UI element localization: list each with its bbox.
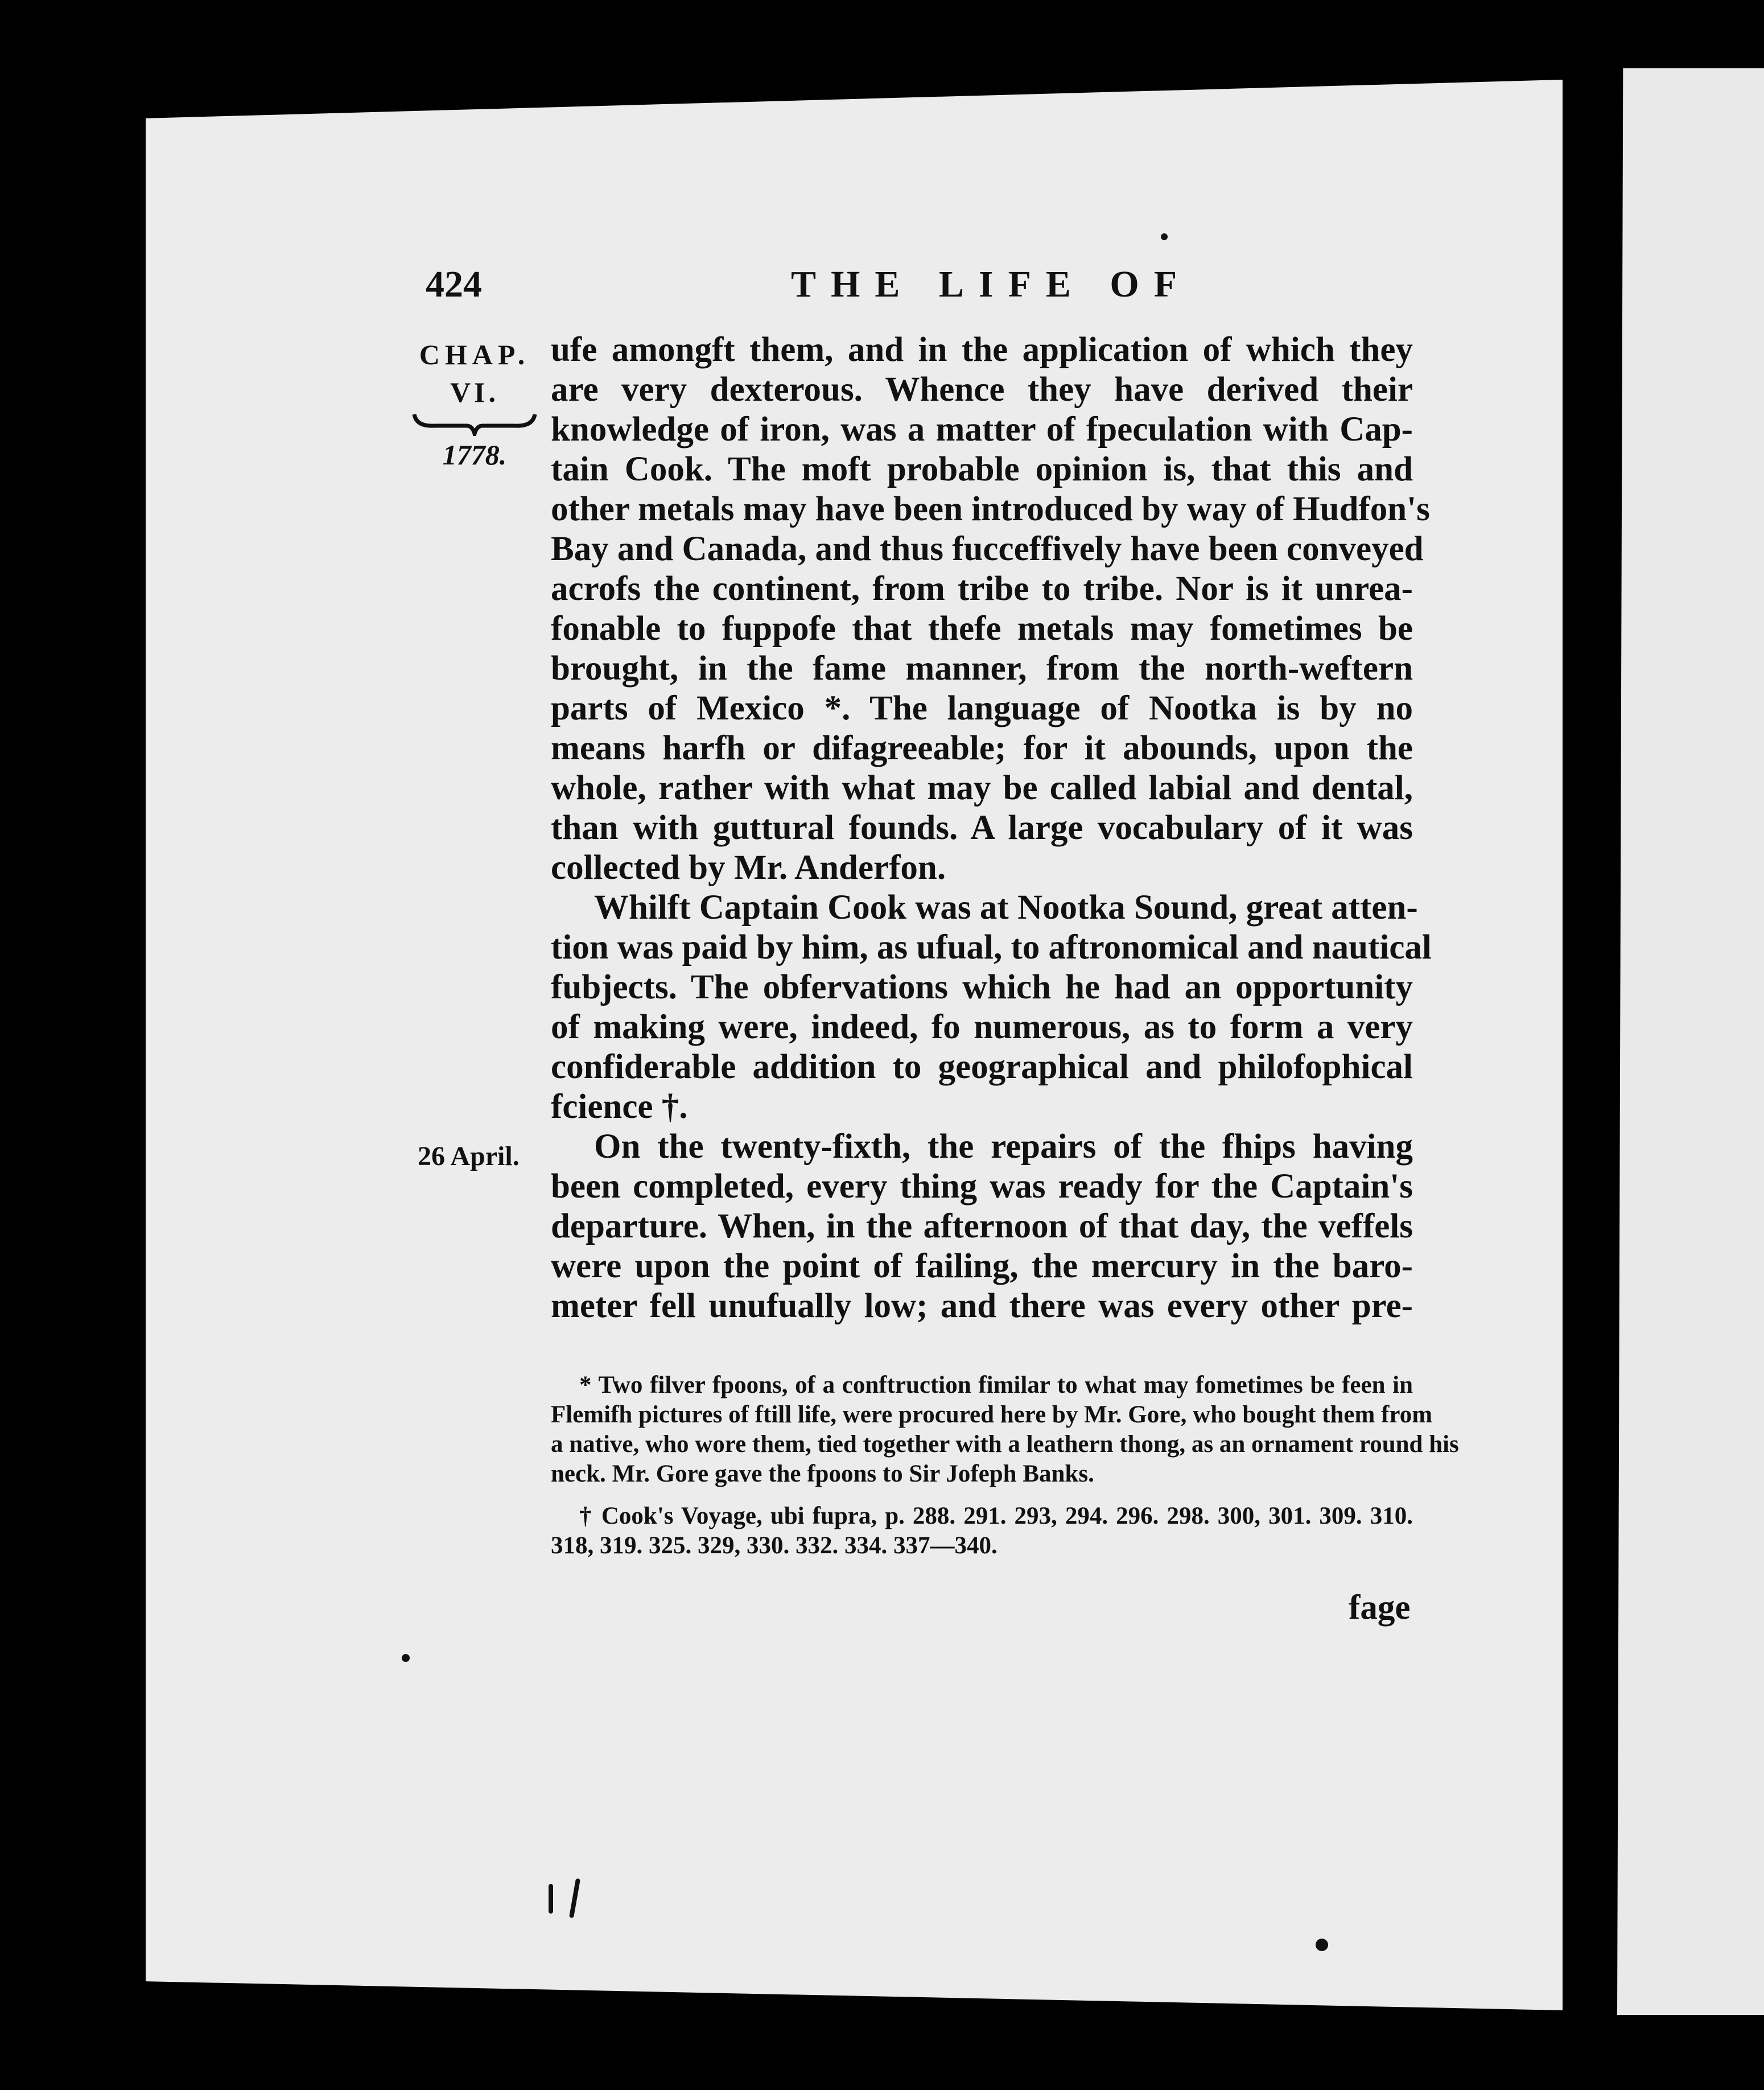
body-line: collected by Mr. Anderfon. — [551, 849, 946, 887]
ink-mark — [549, 1884, 553, 1914]
date-margin-note: 26 April. — [418, 1141, 520, 1171]
footnote-line: † Cook's Voyage, ubi fupra, p. 288. 291. 293, 294. 296. 298. 300, 301. 309. 310. — [579, 1503, 1413, 1529]
body-line: brought, in the fame manner, from the north-weftern — [551, 649, 1413, 688]
footnote-line: a native, who wore them, tied together with a leathern thong, as an ornament round his — [551, 1431, 1459, 1458]
body-line: meter fell unufually low; and there was every other pre- — [551, 1287, 1413, 1325]
body-line: acrofs the continent, from tribe to tribe. Nor is it unrea- — [551, 570, 1413, 608]
facing-page-edge — [1617, 68, 1764, 2015]
body-line: fcience †. — [551, 1088, 688, 1126]
paragraph-start: Whilft Captain Cook was at Nootka Sound, great atten- — [594, 888, 1418, 927]
body-line: tion was paid by him, as ufual, to aftronomical and nautical — [551, 928, 1432, 966]
brace-ornament — [412, 411, 537, 436]
body-line: confiderable addition to geographical and philofophical — [551, 1048, 1413, 1086]
ink-speck — [402, 1654, 410, 1662]
paragraph-start: On the twenty-fixth, the repairs of the fhips having — [594, 1128, 1413, 1166]
body-line: departure. When, in the afternoon of that day, the veffels — [551, 1207, 1413, 1245]
running-title: THE LIFE OF — [791, 264, 1192, 305]
catchword: fage — [1349, 1589, 1411, 1627]
body-line: knowledge of iron, was a matter of fpeculation with Cap- — [551, 410, 1413, 449]
body-line: of making were, indeed, fo numerous, as to form a very — [551, 1008, 1413, 1046]
body-line: ufe amongft them, and in the application of which they — [551, 331, 1413, 369]
body-line: fubjects. The obfervations which he had an opportunity — [551, 968, 1413, 1006]
body-line: been completed, every thing was ready for the Captain's — [551, 1167, 1413, 1206]
body-line: than with guttural founds. A large vocabulary of it was — [551, 809, 1413, 847]
footnote-line: neck. Mr. Gore gave the fpoons to Sir Jofeph Banks. — [551, 1460, 1094, 1487]
body-line: were upon the point of failing, the mercury in the baro- — [551, 1247, 1413, 1285]
body-line: are very dexterous. Whence they have derived their — [551, 371, 1413, 409]
body-line: other metals may have been introduced by way of Hudfon's — [551, 490, 1430, 528]
footnote-line: 318, 319. 325. 329, 330. 332. 334. 337—340. — [551, 1532, 998, 1559]
ink-speck — [1316, 1939, 1328, 1951]
body-line: tain Cook. The moft probable opinion is, that this and — [551, 450, 1413, 488]
body-line: parts of Mexico *. The language of Nootka is by no — [551, 689, 1413, 727]
footnote-line: Flemifh pictures of ftill life, were procured here by Mr. Gore, who bought them from — [551, 1401, 1433, 1428]
chapter-number: VI. — [450, 376, 500, 408]
body-line: whole, rather with what may be called labial and dental, — [551, 769, 1413, 807]
body-line: Bay and Canada, and thus fucceffively have been conveyed — [551, 530, 1424, 568]
body-line: fonable to fuppofe that thefe metals may fometimes be — [551, 610, 1413, 648]
footnote-line: * Two filver fpoons, of a conftruction fimilar to what may fometimes be feen in — [579, 1372, 1413, 1398]
page-number: 424 — [426, 264, 482, 305]
chapter-label: CHAP. — [419, 339, 530, 371]
ink-speck — [1161, 233, 1168, 240]
year-note: 1778. — [442, 439, 507, 471]
body-line: means harfh or difagreeable; for it abounds, upon the — [551, 729, 1413, 767]
